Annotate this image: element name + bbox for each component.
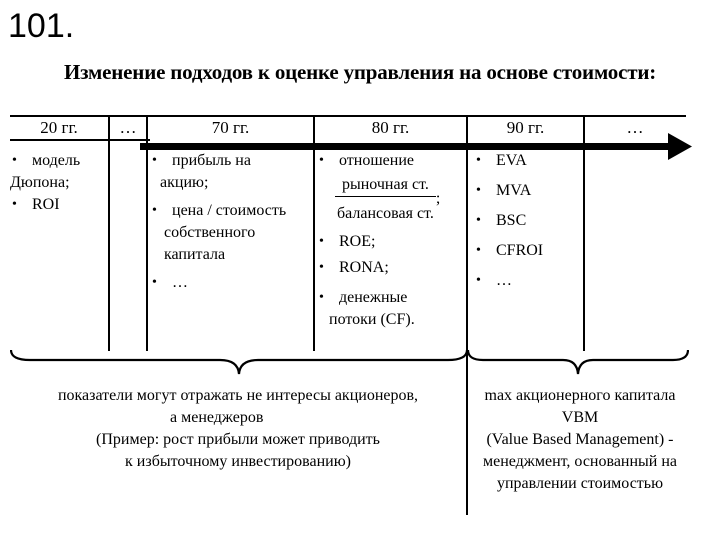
- column-70s: [150, 150, 312, 294]
- bullet-icon: •: [152, 275, 157, 290]
- column-90s: [474, 150, 582, 292]
- list-item: • денежные: [317, 287, 465, 309]
- ratio-fraction: [317, 174, 465, 225]
- bullet-icon: •: [476, 153, 481, 168]
- header-period-20s: 20 гг.: [40, 118, 78, 137]
- header-period-gap: …: [119, 118, 137, 137]
- bullet-icon: •: [319, 260, 324, 275]
- header-period-90s: 90 гг.: [506, 118, 545, 137]
- list-item: • …: [474, 270, 582, 292]
- bullet-icon: •: [476, 183, 481, 198]
- list-item: • EVA: [474, 150, 582, 172]
- list-item: акцию;: [160, 174, 209, 191]
- bullet-icon: •: [476, 213, 481, 228]
- bottom-left-note: показатели могут отражать не интересы акционеров, а менеджеров (Пример: рост прибыли может приводить к избыточному инвестированию): [57, 387, 419, 470]
- header-bottom-line: [10, 139, 150, 141]
- list-item: • цена / стоимость: [150, 200, 312, 222]
- bullet-icon: •: [152, 153, 157, 168]
- bullet-icon: •: [319, 290, 324, 305]
- list-item: • отношение: [317, 150, 465, 172]
- bullet-icon: •: [12, 153, 17, 168]
- bullet-icon: •: [152, 203, 157, 218]
- list-item: потоки (CF).: [329, 311, 415, 328]
- list-item: • RONA;: [317, 257, 465, 279]
- list-item: капитала: [164, 246, 226, 263]
- list-item: • прибыль на: [150, 150, 312, 172]
- column-divider: [146, 115, 148, 351]
- header-period-80s: 80 гг.: [371, 118, 410, 137]
- column-divider: [313, 115, 315, 351]
- list-item: Дюпона;: [10, 174, 70, 191]
- bullet-icon: •: [476, 243, 481, 258]
- right-brace-icon: [467, 348, 689, 376]
- ratio-numerator: рыночная ст.: [335, 174, 436, 197]
- left-brace-icon: [10, 348, 468, 376]
- slide-number: 101.: [8, 7, 75, 45]
- header-period-future: …: [626, 118, 644, 137]
- bullet-icon: •: [319, 153, 324, 168]
- list-item: собственного: [164, 224, 256, 241]
- list-item: • …: [150, 272, 312, 294]
- slide-title: Изменение подходов к оценке управления на основе стоимости:: [63, 60, 657, 84]
- bullet-icon: •: [476, 273, 481, 288]
- column-divider: [583, 115, 585, 351]
- list-item: • BSC: [474, 210, 582, 232]
- list-item: • ROE;: [317, 231, 465, 253]
- header-period-70s: 70 гг.: [211, 118, 250, 137]
- bottom-right-note: max акционерного капитала VBM (Value Based Management) - менеджмент, основанный на управлении стоимостью: [482, 387, 678, 492]
- ratio-denominator: балансовая ст.: [337, 205, 434, 222]
- list-item: • модель: [10, 150, 106, 172]
- bullet-icon: •: [319, 234, 324, 249]
- column-80s: [317, 150, 465, 331]
- ratio-suffix: ;: [435, 190, 441, 208]
- list-item: • CFROI: [474, 240, 582, 262]
- column-divider: [108, 115, 110, 351]
- list-item: • MVA: [474, 180, 582, 202]
- bullet-icon: •: [12, 197, 17, 212]
- column-20s: [10, 150, 106, 216]
- list-item: • ROI: [10, 194, 106, 216]
